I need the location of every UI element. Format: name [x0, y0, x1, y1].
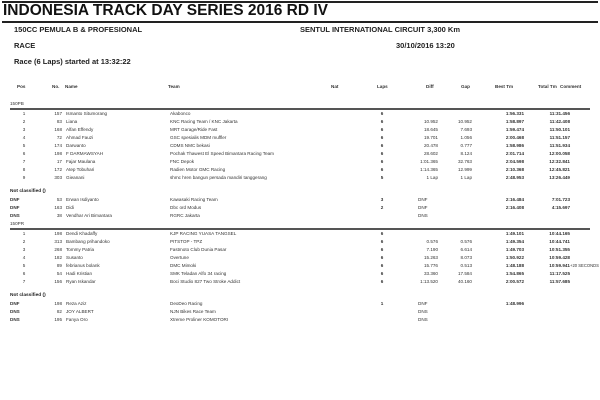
gap: 40.160: [457, 279, 472, 284]
laps: 6: [380, 263, 384, 268]
group-label: 150PR: [10, 221, 25, 226]
diff: 19.701: [423, 135, 438, 140]
team-name: RGRC Jakarta: [170, 213, 200, 218]
best-time: 2:00.572: [505, 279, 524, 284]
rider-name: Dendi Khadaffy: [66, 231, 98, 236]
laps: 6: [380, 247, 384, 252]
result-row: [0, 263, 600, 271]
team-name: PITSTOP - TPZ: [170, 239, 203, 244]
best-time: 1:58.986: [505, 143, 524, 148]
diff: 15.776: [423, 263, 438, 268]
col-no: No.: [52, 84, 60, 89]
col-team: Team: [168, 84, 180, 89]
group-rule: [10, 108, 590, 110]
gap: 0.576: [460, 239, 472, 244]
total-time: 11:42.408: [549, 119, 570, 124]
gap: 17.584: [457, 271, 472, 276]
rider-number: 195: [54, 317, 62, 322]
class-name: 150CC PEMULA B & PROFESIONAL: [14, 25, 143, 34]
gap: 7.693: [460, 127, 472, 132]
total-time: 10:59.941: [549, 263, 570, 268]
result-row: [0, 247, 600, 255]
total-time: 10:51.355: [549, 247, 570, 252]
laps: 6: [380, 119, 384, 124]
rider-name: F DARMAWSYAH: [66, 151, 104, 156]
rider-number: 38: [56, 213, 62, 218]
rider-number: 268: [54, 247, 62, 252]
col-gap: Gap: [461, 84, 470, 89]
team-name: NJN Bikes Race Team: [170, 309, 216, 314]
position: 2: [22, 239, 26, 244]
circuit-name: SENTUL INTERNATIONAL CIRCUIT 3,300 Km: [300, 25, 461, 34]
rider-name: Susanto: [66, 255, 83, 260]
not-classified-row: [0, 205, 600, 213]
rider-number: 174: [54, 143, 62, 148]
laps: 6: [380, 151, 384, 156]
status-code: DNF: [10, 205, 20, 210]
status-code: DNF: [10, 301, 20, 306]
team-name: Dbc ord Modus: [170, 205, 202, 210]
team-name: SMK Teladan Alfo 34 racing: [170, 271, 227, 276]
status-code: DNF: [10, 197, 20, 202]
total-time: 11:51.934: [549, 143, 570, 148]
team-name: Radien Motor GMC Racing: [170, 167, 226, 172]
laps: 6: [380, 159, 384, 164]
rider-name: Reza Aziz: [66, 301, 87, 306]
laps: 6: [380, 231, 384, 236]
not-classified-row: [0, 197, 600, 205]
total-time: 11:17.525: [549, 271, 570, 276]
best-time: 2:16.484: [505, 197, 524, 202]
total-time: 10:44.741: [549, 239, 570, 244]
position: 3: [22, 127, 26, 132]
gap: 12.999: [457, 167, 472, 172]
team-name: Boci Studio 827 Two Stroke Addict: [170, 279, 241, 284]
best-time: 1:49.703: [505, 247, 524, 252]
rider-number: 182: [54, 255, 62, 260]
best-time: 1:48.996: [505, 301, 524, 306]
team-name: Overtune: [170, 255, 189, 260]
result-status: DNF: [418, 205, 428, 210]
rider-name: Bambang prihandoko: [66, 239, 110, 244]
rider-number: 198: [54, 301, 62, 306]
best-time: 1:58.897: [505, 119, 524, 124]
result-row: [0, 231, 600, 239]
rider-number: 156: [54, 279, 62, 284]
col-best: Best Tm: [495, 84, 514, 89]
rider-name: JOY ALBERT: [66, 309, 94, 314]
rider-name: Liana: [66, 119, 78, 124]
rider-name: Fajar Maulana: [66, 159, 96, 164]
team-name: CDMS NMC bekasi: [170, 143, 210, 148]
position: 4: [22, 255, 26, 260]
diff: 1:14.365: [420, 167, 438, 172]
total-time: 13:26.449: [549, 175, 570, 180]
best-time: 2:04.598: [505, 159, 524, 164]
rider-number: 313: [54, 239, 62, 244]
rider-name: Vendhar Ari Bimantara: [66, 213, 112, 218]
diff: 15.263: [423, 255, 438, 260]
diff: 1:13.520: [420, 279, 438, 284]
result-row: [0, 255, 600, 263]
team-name: Pochak Thawest El Speed Bimantara Racing Team: [170, 151, 275, 156]
rider-name: Hadi Kristian: [66, 271, 93, 276]
gap: 8.073: [460, 255, 472, 260]
position: 5: [22, 263, 26, 268]
team-name: Fastmoto Club Dunia Pasar: [170, 247, 227, 252]
laps: 6: [380, 127, 384, 132]
total-time: 11:51.157: [549, 135, 570, 140]
gap: 10.952: [457, 119, 472, 124]
col-laps: Laps: [377, 84, 388, 89]
gap: 32.763: [457, 159, 472, 164]
result-row: [0, 279, 600, 287]
rider-name: febrianus bolank: [66, 263, 100, 268]
gap: 8.124: [460, 151, 472, 156]
best-time: 1:59.474: [505, 127, 524, 132]
total-time: 7:01.723: [551, 197, 570, 202]
session-datetime: 30/10/2016 13:20: [396, 41, 455, 50]
total-time: 12:45.821: [549, 167, 570, 172]
laps: 5: [380, 175, 384, 180]
result-row: [0, 127, 600, 135]
position: 8: [22, 167, 26, 172]
diff: 18.645: [423, 127, 438, 132]
session-name: RACE: [14, 41, 36, 50]
team-name: Kawasaki Racing Team: [170, 197, 218, 202]
result-row: [0, 143, 600, 151]
status-code: DNS: [10, 309, 20, 314]
best-time: 2:01.714: [505, 151, 524, 156]
result-status: DNF: [418, 197, 428, 202]
rider-number: 53: [56, 197, 62, 202]
result-status: DNS: [418, 317, 428, 322]
rider-name: Fanya Oro: [66, 317, 88, 322]
team-name: KNC Racing Team / KNC Jakarta: [170, 119, 238, 124]
result-status: DNS: [418, 309, 428, 314]
col-comment: Comment: [560, 84, 582, 89]
result-row: [0, 111, 600, 119]
team-name: MRT Garage/Ride Fast: [170, 127, 218, 132]
best-time: 2:16.408: [505, 205, 524, 210]
status-code: DNS: [10, 213, 20, 218]
total-time: 11:31.456: [549, 111, 570, 116]
laps: 6: [380, 271, 384, 276]
position: 9: [22, 175, 26, 180]
race-info: Race (6 Laps) started at 13:32:22: [14, 57, 131, 66]
team-name: Akabonco: [170, 111, 191, 116]
not-classified-row: [0, 317, 600, 325]
position: 5: [22, 143, 26, 148]
title-rule-bottom: [2, 21, 598, 23]
rider-number: 54: [56, 271, 62, 276]
col-diff: Diff: [426, 84, 434, 89]
col-name: Name: [65, 84, 78, 89]
position: 7: [22, 279, 26, 284]
rider-name: Gieanani: [66, 175, 85, 180]
best-time: 1:49.101: [505, 231, 524, 236]
diff: 20.478: [423, 143, 438, 148]
result-row: [0, 167, 600, 175]
position: 2: [22, 119, 26, 124]
rider-number: 72: [56, 135, 62, 140]
result-row: [0, 135, 600, 143]
rider-number: 163: [54, 205, 62, 210]
rider-name: Ahmad Fauzi: [66, 135, 94, 140]
team-name: DMC Mimoki: [170, 263, 197, 268]
status-code: DNS: [10, 317, 20, 322]
gap: 0.513: [460, 263, 472, 268]
total-time: 11:50.101: [549, 127, 570, 132]
page-title: INDONESIA TRACK DAY SERIES 2016 RD IV: [3, 2, 329, 19]
diff: 7.190: [426, 247, 438, 252]
result-row: [0, 159, 600, 167]
laps: 6: [380, 239, 384, 244]
not-classified-label: Not classified (): [10, 189, 46, 194]
rider-name: Atep Tobuhari: [66, 167, 95, 172]
rider-number: 198: [54, 151, 62, 156]
team-name: shmc hren bangun persada mandiri tanggerang: [170, 175, 267, 180]
diff: 10.952: [423, 119, 438, 124]
laps: 6: [380, 111, 384, 116]
rider-number: 89: [56, 263, 62, 268]
total-time: 10:44.165: [549, 231, 570, 236]
rider-name: Tommy Patria: [66, 247, 95, 252]
rider-number: 198: [54, 231, 62, 236]
total-time: 10:59.428: [549, 255, 570, 260]
laps: 1: [380, 301, 384, 306]
group-label: 150PB: [10, 101, 24, 106]
best-time: 1:54.865: [505, 271, 524, 276]
best-time: 1:50.922: [505, 255, 524, 260]
position: 6: [22, 271, 26, 276]
result-row: [0, 175, 600, 183]
not-classified-label: Not classified (): [10, 293, 46, 298]
result-row: [0, 151, 600, 159]
laps: 3: [380, 197, 384, 202]
position: 6: [22, 151, 26, 156]
team-name: KJP RACING YUASA TANGSEL: [170, 231, 237, 236]
rider-number: 303: [54, 175, 62, 180]
result-row: [0, 271, 600, 279]
result-row: [0, 239, 600, 247]
rider-number: 157: [54, 111, 62, 116]
rider-name: Ryan Iskandar: [66, 279, 96, 284]
best-time: 1:56.331: [505, 111, 524, 116]
comment: +20 SECONDS: [570, 263, 599, 268]
laps: 2: [380, 205, 384, 210]
best-time: 2:10.368: [505, 167, 524, 172]
team-name: GSC spesialis MDM muffler: [170, 135, 227, 140]
laps: 6: [380, 279, 384, 284]
total-time: 12:32.841: [549, 159, 570, 164]
diff: 33.360: [423, 271, 438, 276]
rider-name: Didi: [66, 205, 74, 210]
rider-name: Ismanto Situmorang: [66, 111, 108, 116]
laps: 6: [380, 135, 384, 140]
best-time: 1:49.354: [505, 239, 524, 244]
gap: 0.777: [460, 143, 472, 148]
laps: 6: [380, 255, 384, 260]
gap: 6.614: [460, 247, 472, 252]
laps: 6: [380, 143, 384, 148]
best-time: 2:00.468: [505, 135, 524, 140]
team-name: DeoDeo Racing: [170, 301, 203, 306]
position: 1: [22, 111, 26, 116]
best-time: 1:48.188: [505, 263, 524, 268]
team-name: FNC Depok: [170, 159, 194, 164]
diff: 1 Lap: [426, 175, 438, 180]
gap: 1.056: [460, 135, 472, 140]
not-classified-row: [0, 301, 600, 309]
team-name: Xtreme Proliner KOMOTORI: [170, 317, 229, 322]
rider-number: 172: [54, 167, 62, 172]
position: 1: [22, 231, 26, 236]
total-time: 12:00.058: [549, 151, 570, 156]
position: 4: [22, 135, 26, 140]
total-time: 11:57.685: [549, 279, 570, 284]
col-total: Total Tm: [538, 84, 557, 89]
group-rule: [10, 228, 590, 230]
diff: 0.576: [426, 239, 438, 244]
not-classified-row: [0, 309, 600, 317]
rider-name: Erwan Isdiyanto: [66, 197, 99, 202]
laps: 6: [380, 167, 384, 172]
best-time: 2:48.953: [505, 175, 524, 180]
rider-number: 17: [56, 159, 62, 164]
rider-number: 168: [54, 127, 62, 132]
not-classified-row: [0, 213, 600, 221]
result-status: DNF: [418, 301, 428, 306]
gap: 1 Lap: [460, 175, 472, 180]
col-pos: Pos: [17, 84, 26, 89]
rider-number: 82: [56, 309, 62, 314]
col-nat: Nat: [331, 84, 339, 89]
diff: 28.602: [423, 151, 438, 156]
rider-name: Alfan Effendy: [66, 127, 94, 132]
position: 3: [22, 247, 26, 252]
total-time: 4:15.697: [551, 205, 570, 210]
diff: 1:01.365: [420, 159, 438, 164]
result-row: [0, 119, 600, 127]
rider-name: Darwanto: [66, 143, 86, 148]
result-status: DNS: [418, 213, 428, 218]
rider-number: 83: [56, 119, 62, 124]
position: 7: [22, 159, 26, 164]
